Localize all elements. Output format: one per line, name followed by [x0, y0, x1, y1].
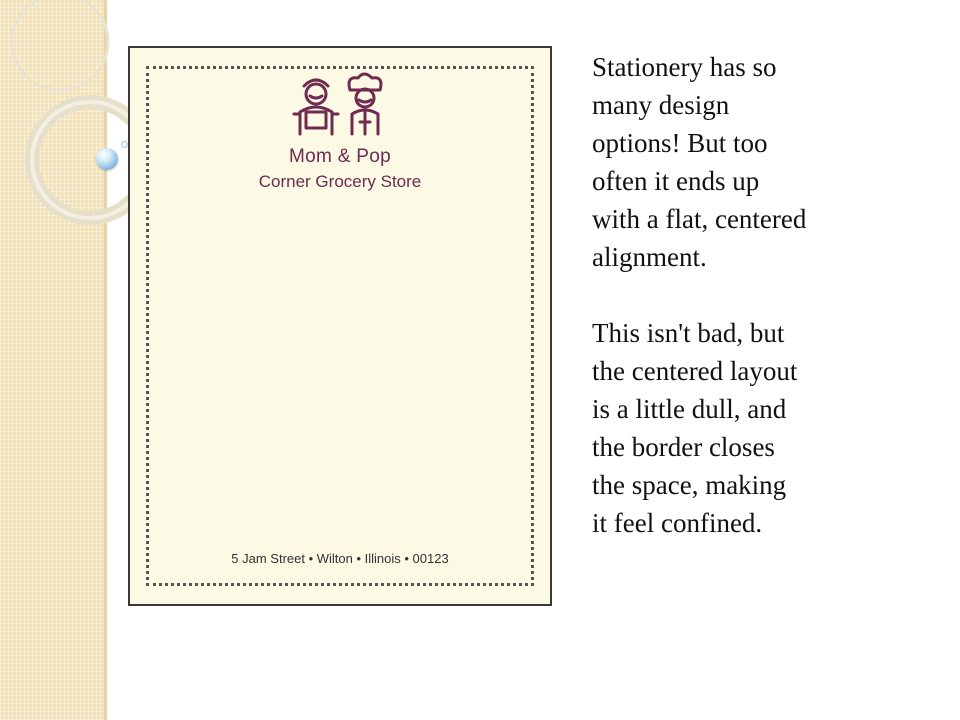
address-line: 5 Jam Street • Wilton • Illinois • 00123	[231, 551, 449, 566]
brand-subtitle: Corner Grocery Store	[258, 172, 422, 191]
blue-bead-icon	[96, 148, 118, 170]
letterhead-image	[128, 46, 552, 606]
shopkeeper-and-chef-icon	[286, 72, 396, 142]
slide-body-text	[592, 48, 942, 542]
dotted-border	[146, 66, 534, 586]
paragraph-critique: This isn't bad, but the centered layout is a little dull, and the border closes the space, making it feel confined.	[592, 318, 798, 538]
paragraph-intro: Stationery has so many design options! But too often it ends up with a flat, centered alignment.	[592, 52, 807, 272]
small-bead-icon	[121, 141, 128, 148]
brand-name: Mom & Pop	[289, 146, 391, 167]
ring-ornament-icon	[0, 0, 140, 230]
